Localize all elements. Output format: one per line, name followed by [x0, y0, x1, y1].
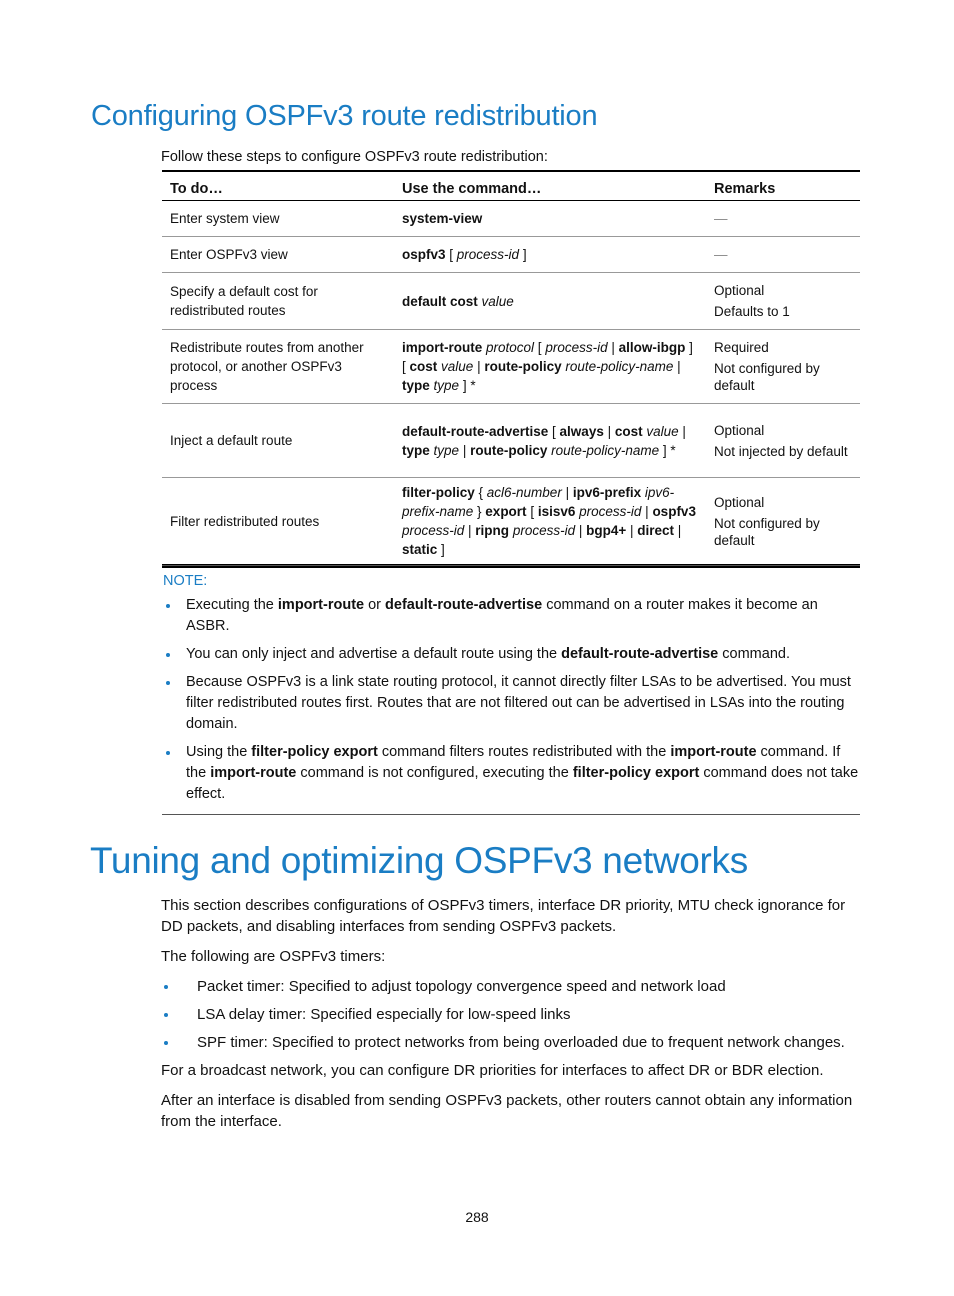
remark-line: Optional	[714, 494, 765, 510]
cell-remarks	[706, 273, 860, 330]
cell-todo: Redistribute routes from another protocol, or another OSPFv3 process	[162, 330, 394, 404]
cell-todo: Inject a default route	[162, 404, 394, 478]
table-header-row	[162, 171, 860, 201]
note-title: NOTE:	[163, 573, 208, 589]
timer-list	[161, 976, 865, 1053]
section-heading-tuning: Tuning and optimizing OSPFv3 networks	[90, 840, 748, 881]
remark-line: Not injected by default	[714, 443, 848, 459]
note-item: You can only inject and advertise a default route using the default-route-advertise command.	[162, 644, 860, 665]
cell-command: system-view	[394, 201, 706, 237]
cell-todo: Specify a default cost for redistributed routes	[162, 273, 394, 330]
paragraph: This section describes configurations of OSPFv3 timers, interface DR priority, MTU check ignorance for DD packets, and disabling interfaces from sending OSPFv3 packets.	[161, 897, 846, 935]
timer-item: Packet timer: Specified to adjust topology convergence speed and network load	[161, 976, 865, 997]
table-row	[162, 404, 860, 478]
header-todo: To do…	[162, 171, 394, 201]
cell-command: default cost value	[394, 273, 706, 330]
section-heading-redistribution: Configuring OSPFv3 route redistribution	[91, 100, 598, 132]
cell-command: filter-policy { acl6-number | ipv6-prefix ipv6-prefix-name } export [ isisv6 process-id | ospfv3 process-id | ripng process-id | bgp4+ | direct | static ]	[394, 478, 706, 567]
note-item: Using the filter-policy export command filters routes redistributed with the import-route command. If the import-route command is not configured, executing the filter-policy export command does not take effect.	[162, 742, 860, 805]
cell-remarks	[706, 404, 860, 478]
table-row	[162, 201, 860, 237]
cell-remarks	[706, 478, 860, 567]
table-row	[162, 478, 860, 567]
page-number: 288	[465, 1209, 489, 1225]
cell-remarks	[706, 237, 860, 273]
cell-command: import-route protocol [ process-id | allow-ibgp ] [ cost value | route-policy route-policy-name | type type ] *	[394, 330, 706, 404]
table-row	[162, 330, 860, 404]
command-table	[162, 170, 860, 568]
note-list	[162, 595, 860, 805]
timer-item: LSA delay timer: Specified especially for low-speed links	[161, 1004, 865, 1025]
remark-line: —	[714, 211, 728, 226]
cell-todo: Enter OSPFv3 view	[162, 237, 394, 273]
note-box	[162, 565, 860, 815]
cell-command: default-route-advertise [ always | cost value | type type | route-policy route-policy-name ] *	[394, 404, 706, 478]
table-row	[162, 273, 860, 330]
remark-line: Required	[714, 340, 769, 355]
paragraph: The following are OSPFv3 timers:	[161, 948, 386, 965]
remark-line: Not configured by default	[714, 361, 820, 393]
cell-remarks	[706, 330, 860, 404]
remark-line: —	[714, 247, 728, 262]
cell-command: ospfv3 [ process-id ]	[394, 237, 706, 273]
header-remarks: Remarks	[706, 171, 860, 201]
remark-line: Defaults to 1	[714, 304, 790, 319]
remark-line: Not configured by default	[714, 515, 820, 548]
intro-text: Follow these steps to configure OSPFv3 route redistribution:	[161, 149, 548, 165]
note-item: Executing the import-route or default-route-advertise command on a router makes it become an ASBR.	[162, 595, 860, 637]
cell-remarks	[706, 201, 860, 237]
timer-item: SPF timer: Specified to protect networks from being overloaded due to frequent network changes.	[161, 1032, 865, 1053]
remark-line: Optional	[714, 422, 765, 438]
paragraph: For a broadcast network, you can configure DR priorities for interfaces to affect DR or BDR election.	[161, 1062, 824, 1079]
paragraph: After an interface is disabled from sending OSPFv3 packets, other routers cannot obtain any information from the interface.	[161, 1092, 853, 1130]
header-command: Use the command…	[394, 171, 706, 201]
table-row	[162, 237, 860, 273]
cell-todo: Filter redistributed routes	[162, 478, 394, 567]
cell-todo: Enter system view	[162, 201, 394, 237]
section-body	[161, 895, 865, 1141]
remark-line: Optional	[714, 283, 765, 298]
note-item: Because OSPFv3 is a link state routing protocol, it cannot directly filter LSAs to be advertised. You must filter redistributed routes first. Routes that are not filtered out can be advertised in LSAs into the routing domain.	[162, 672, 860, 735]
